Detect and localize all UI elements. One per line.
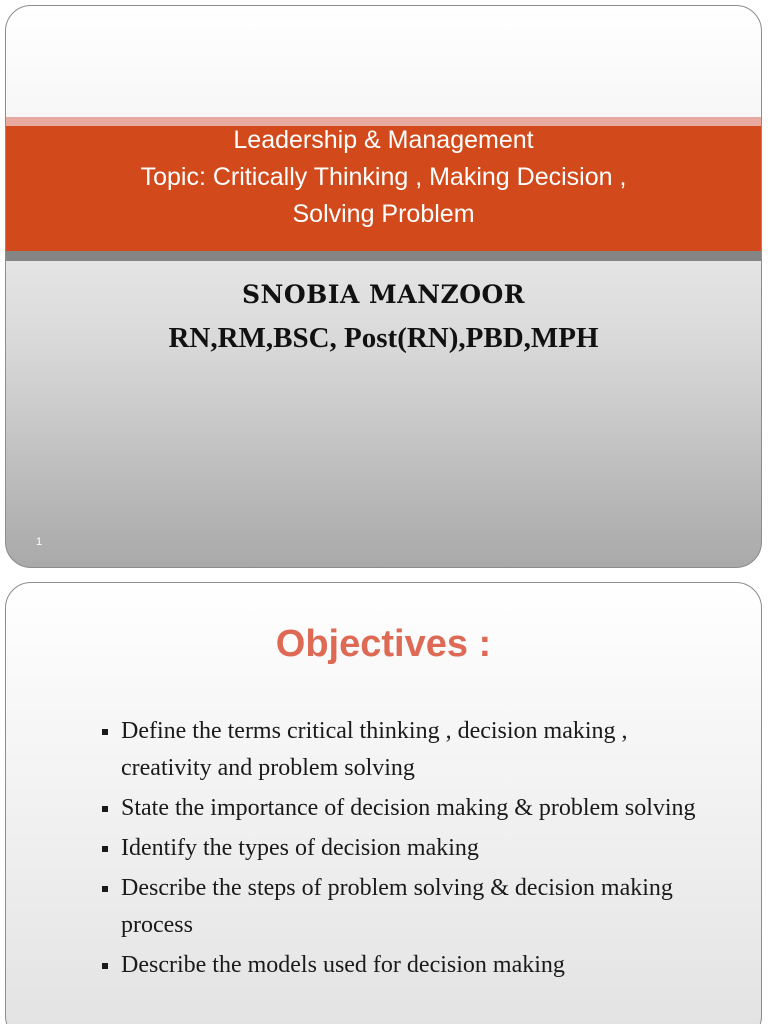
square-bullet-icon (102, 729, 108, 735)
objective-text: Describe the models used for decision making (121, 952, 565, 978)
objective-text: Define the terms critical thinking , decision making , creativity and problem solving (121, 718, 628, 781)
title-slide (5, 5, 762, 568)
objectives-heading: Objectives : (275, 623, 492, 665)
title-line: Topic: Critically Thinking , Making Decision , (140, 163, 627, 191)
author-name: SNOBIA MANZOOR (241, 280, 526, 309)
slide-number: 1 (36, 536, 43, 548)
objective-text: Identify the types of decision making (121, 835, 479, 861)
divider-line (6, 251, 761, 261)
square-bullet-icon (102, 963, 108, 969)
title-line: Leadership & Management (233, 126, 534, 154)
objectives-slide (5, 582, 762, 1024)
objectives-list (102, 713, 712, 987)
square-bullet-icon (102, 886, 108, 892)
objective-text: State the importance of decision making & problem solving (121, 795, 696, 821)
title-line: Solving Problem (292, 200, 475, 228)
square-bullet-icon (102, 806, 108, 812)
list-item (102, 830, 712, 867)
square-bullet-icon (102, 846, 108, 852)
list-item (102, 870, 712, 944)
list-item (102, 713, 712, 787)
objective-text: Describe the steps of problem solving & decision making process (121, 875, 673, 938)
slide-title (6, 122, 761, 233)
list-item (102, 790, 712, 827)
list-item (102, 947, 712, 984)
author-credentials: RN,RM,BSC, Post(RN),PBD,MPH (168, 322, 599, 354)
